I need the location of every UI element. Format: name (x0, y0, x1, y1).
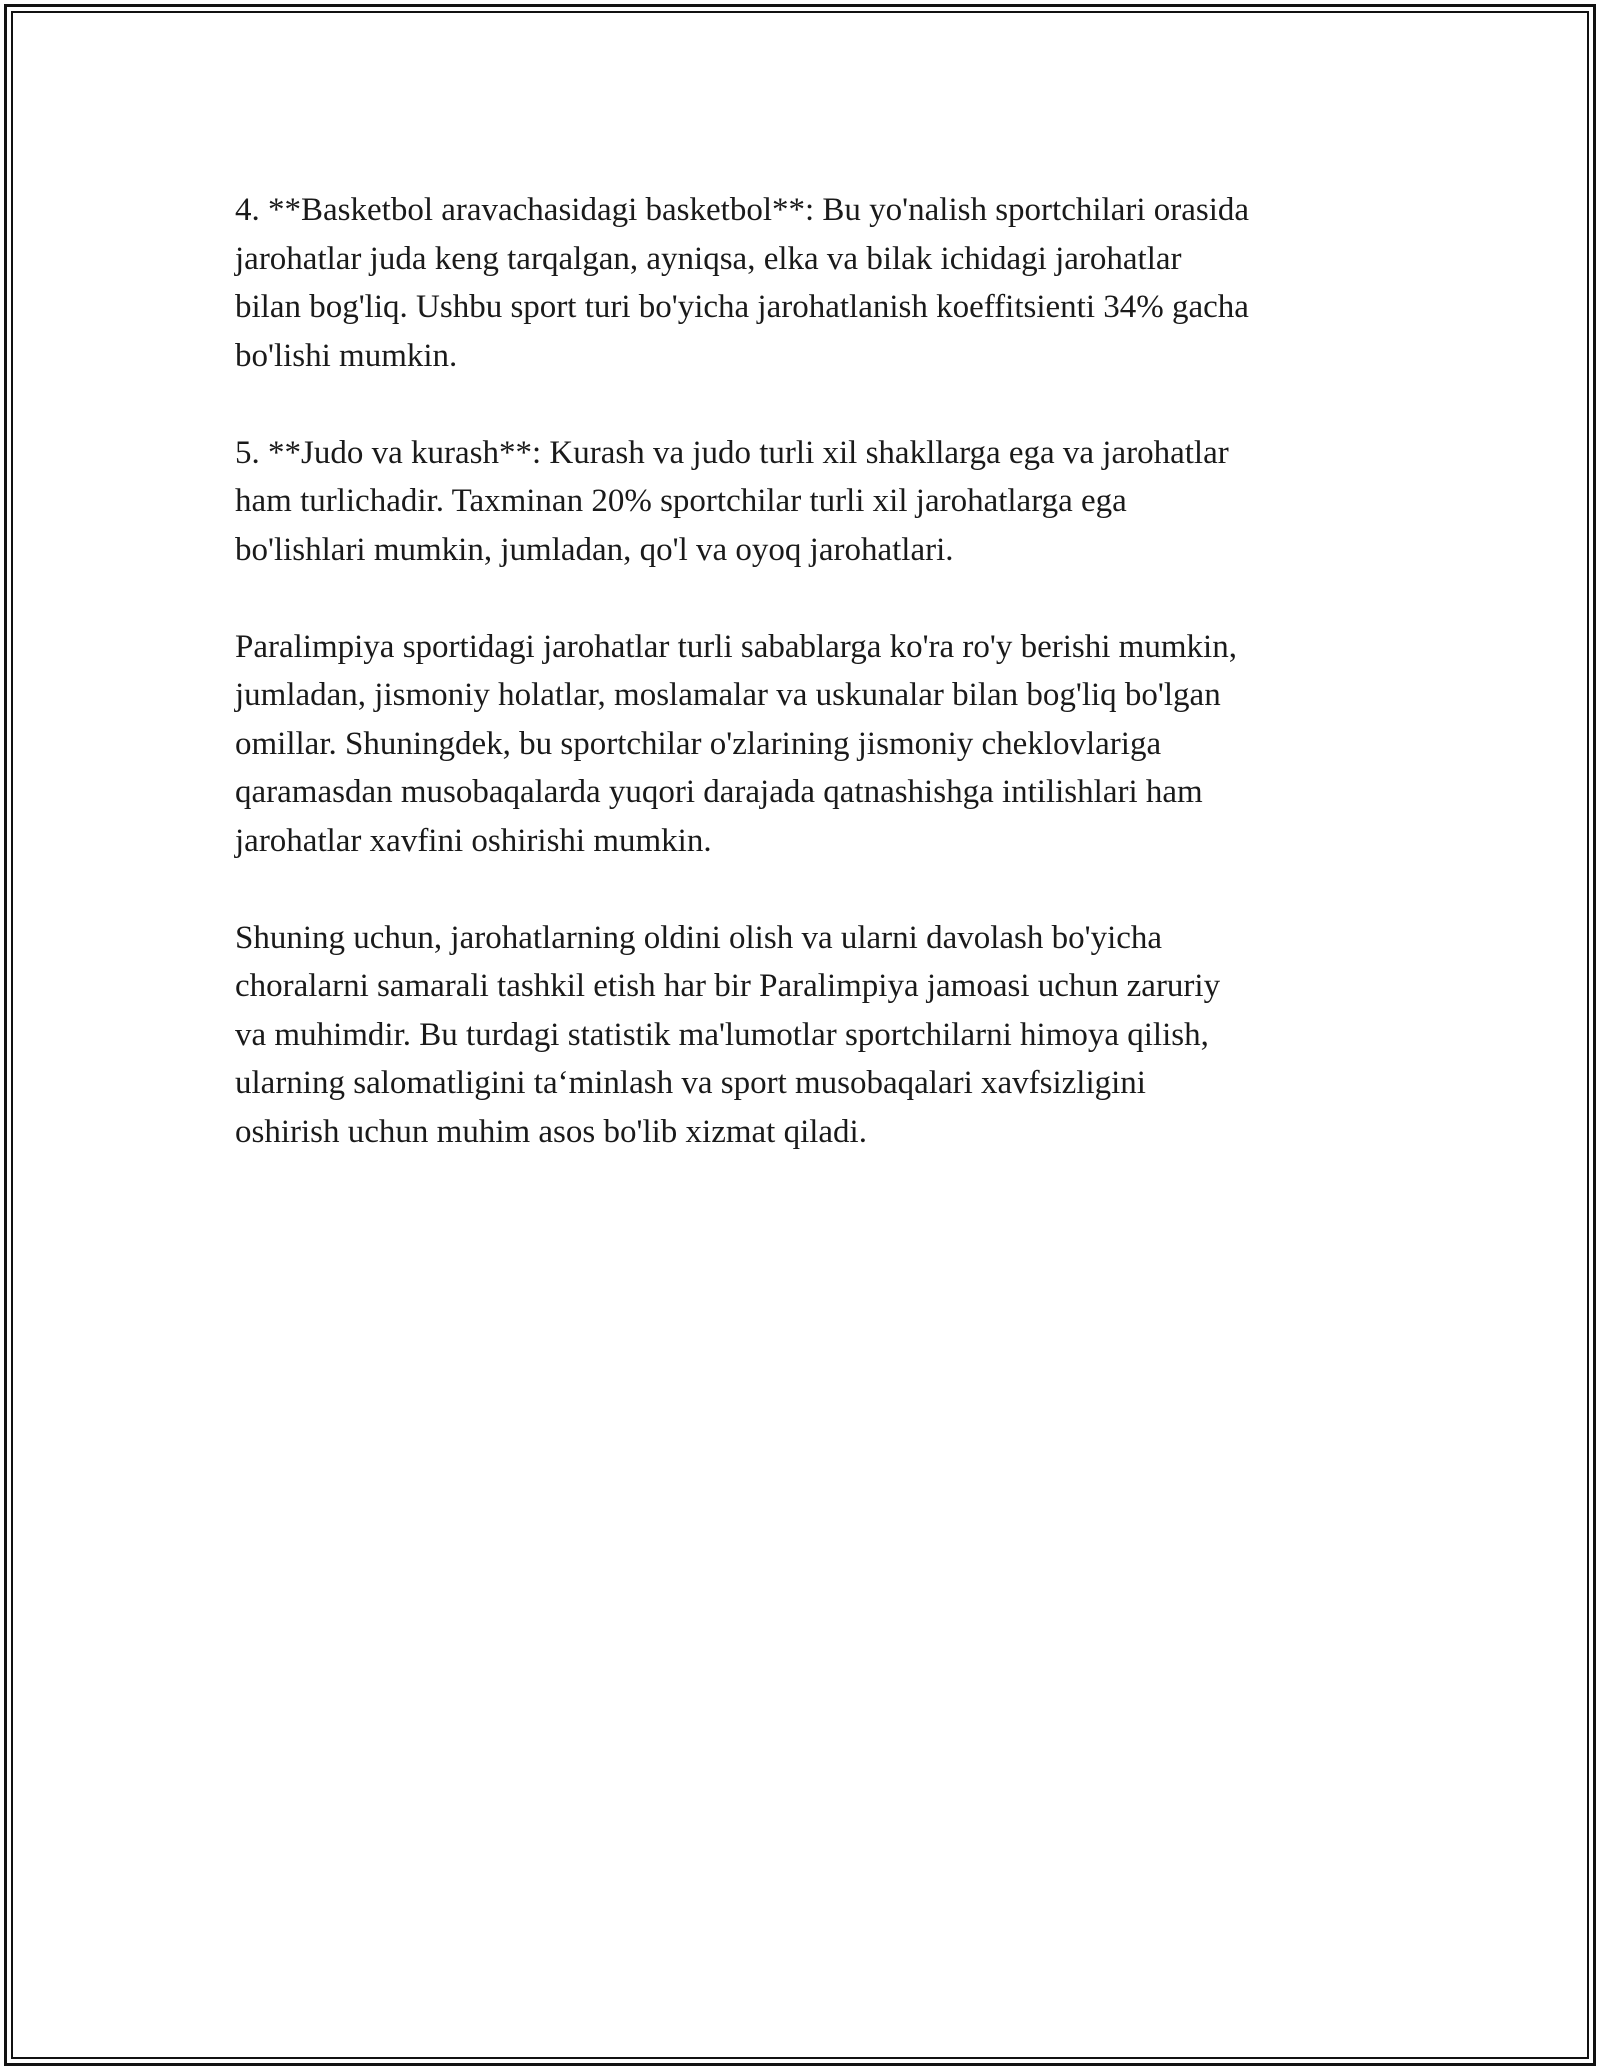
text-line: Shuning uchun, jarohatlarning oldini olish va ularni davolash bo'yicha (235, 919, 1163, 956)
text-line: 4. **Basketbol aravachasidagi basketbol**: Bu yo'nalish sportchilari orasida (235, 192, 1250, 228)
text-line: bilan bog'liq. Ushbu sport turi bo'yicha jarohatlanish koeffitsienti 34% gacha (235, 289, 1249, 325)
text-line: bo'lishlari mumkin, jumladan, qo'l va oyoq jarohatlari. (235, 531, 954, 568)
text-line: ham turlichadir. Taxminan 20% sportchilar turli xil jarohatlarga ega (235, 483, 1127, 519)
text-line: jumladan, jismoniy holatlar, moslamalar va uskunalar bilan bog'liq bo'lgan (235, 677, 1221, 713)
text-line: omillar. Shuningdek, bu sportchilar o'zlarining jismoniy cheklovlariga (235, 725, 1162, 762)
text-line: jarohatlar xavfini oshirishi mumkin. (235, 822, 712, 859)
paragraph-wheelchair-basketball (235, 186, 1385, 380)
text-line: va muhimdir. Bu turdagi statistik ma'lumotlar sportchilarni himoya qilish, (235, 1016, 1209, 1053)
text-line: jarohatlar juda keng tarqalgan, ayniqsa, elka va bilak ichidagi jarohatlar (235, 240, 1182, 277)
text-line: ularning salomatligini ta‘minlash va sport musobaqalari xavfsizligini (235, 1065, 1146, 1101)
paragraph-judo-wrestling (235, 429, 1385, 575)
text-line: 5. **Judo va kurash**: Kurash va judo turli xil shakllarga ega va jarohatlar (235, 434, 1229, 471)
text-line: bo'lishi mumkin. (235, 337, 458, 374)
text-line: choralarni samarali tashkil etish har bir Paralimpiya jamoasi uchun zaruriy (235, 968, 1221, 1004)
document-body (235, 186, 1385, 1205)
paragraph-conclusion (235, 914, 1385, 1157)
paragraph-injury-causes (235, 623, 1385, 866)
text-line: Paralimpiya sportidagi jarohatlar turli sabablarga ko'ra ro'y berishi mumkin, (235, 628, 1237, 665)
text-line: oshirish uchun muhim asos bo'lib xizmat qiladi. (235, 1113, 867, 1150)
text-line: qaramasdan musobaqalarda yuqori darajada qatnashishga intilishlari ham (235, 774, 1203, 810)
